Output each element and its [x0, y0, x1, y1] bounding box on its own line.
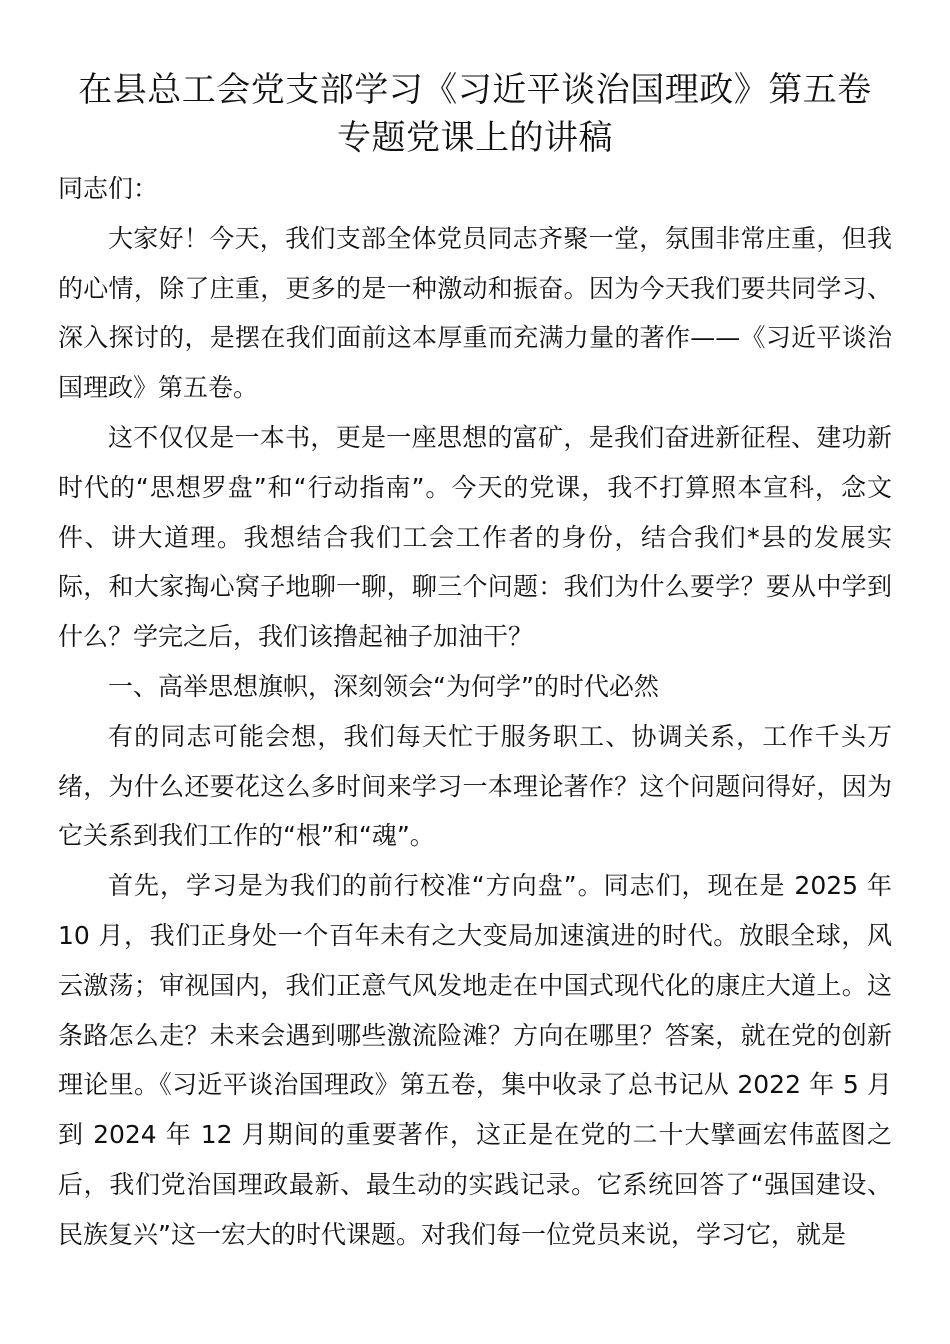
title-line-1: 在县总工会党支部学习《习近平谈治国理政》第五卷	[78, 70, 872, 110]
paragraph-intro: 大家好！今天，我们支部全体党员同志齐聚一堂，氛围非常庄重，但我的心情，除了庄重，更多的是一种激动和振奋。因为今天我们要共同学习、深入探讨的，是摆在我们面前这本厚重而充满力量的著作——《习近平谈治国理政》第五卷。	[58, 223, 892, 403]
document-title	[58, 66, 892, 162]
document-page	[58, 66, 892, 1260]
paragraph-direction: 首先，学习是为我们的前行校准“方向盘”。同志们，现在是 2025 年 10 月，我们正身处一个百年未有之大变局加速演进的时代。放眼全球，风云激荡；审视国内，我们正意气风发地走在中国式现代化的康庄大道上。这条路怎么走？未来会遇到哪些激流险滩？方向在哪里？答案，就在党的创新理论里。《习近平谈治国理政》第五卷，集中收录了总书记从 2022 年 5 月到 2024 年 12 月期间的重要著作，这正是在党的二十大擘画宏伟蓝图之后，我们党治国理政最新、最生动的实践记录。它系统回答了“强国建设、民族复兴”这一宏大的时代课题。对我们每一位党员来说，学习它，就是	[58, 871, 892, 1249]
salutation: 同志们：	[58, 174, 159, 203]
paragraph-question: 有的同志可能会想，我们每天忙于服务职工、协调关系，工作千头万绪，为什么还要花这么多时间来学习一本理论著作？这个问题问得好，因为它关系到我们工作的“根”和“魂”。	[58, 721, 892, 851]
title-line-2: 专题党课上的讲稿	[337, 118, 613, 158]
paragraph-overview: 这不仅仅是一本书，更是一座思想的富矿，是我们奋进新征程、建功新时代的“思想罗盘”和“行动指南”。今天的党课，我不打算照本宣科，念文件、讲大道理。我想结合我们工会工作者的身份，结合我们*县的发展实际，和大家掏心窝子地聊一聊，聊三个问题：我们为什么要学？要从中学到什么？学完之后，我们该撸起袖子加油干？	[58, 422, 892, 652]
section-heading-1: 一、高举思想旗帜，深刻领会“为何学”的时代必然	[108, 671, 659, 701]
